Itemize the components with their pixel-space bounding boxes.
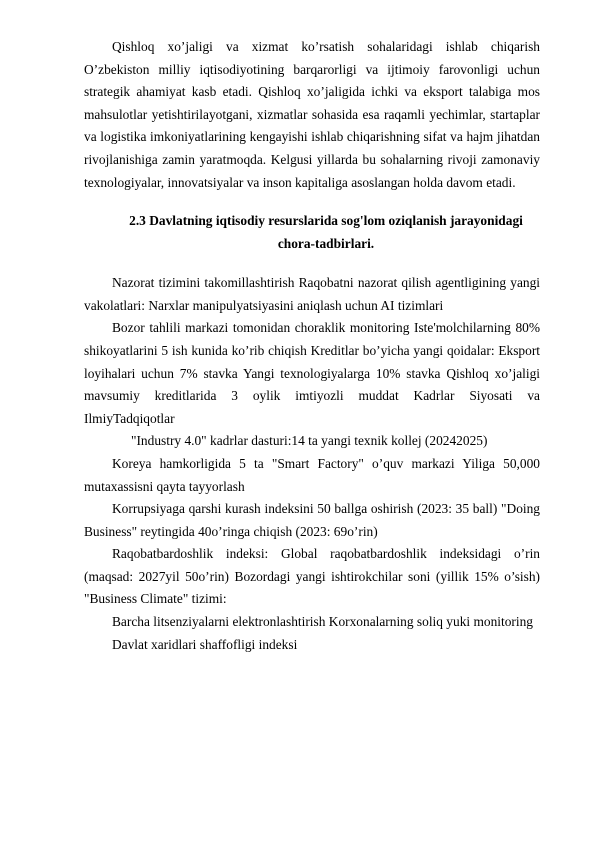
paragraph-procurement: Davlat xaridlari shaffofligi indeksi bbox=[112, 636, 298, 652]
paragraph-market-analysis: Bozor tahlili markazi tomonidan choraklik monitoring Iste'molchilarning 80% shikoyatlarini 5 ish kunida ko’rib chiqish Kreditlar bo’yicha yangi qoidalar: Eksport loyihalari uchun 7% stavka Yangi texnologiyalarga 10% stavka Qishloq xo’jaligi mavsumiy kreditlarida 3 oylik imtiyozli muddat Kadrlar Siyosati va IlmiyTadqiqotlar bbox=[84, 320, 540, 426]
paragraph-anticorruption: Korrupsiyaga qarshi kurash indeksini 50 ballga oshirish (2023: 35 ball) "Doing Business" reytingida 40o’ringa chiqish (2023: 69o’rin) bbox=[84, 501, 540, 539]
paragraph-industry-program: "Industry 4.0" kadrlar dasturi:14 ta yangi texnik kollej (20242025) bbox=[131, 433, 488, 449]
paragraph-control-system: Nazorat tizimini takomillashtirish Raqobatni nazorat qilish agentligining yangi vakolatlari: Narxlar manipulyatsiyasini aniqlash uchun AI tizimlari bbox=[84, 275, 540, 313]
section-heading: 2.3 Davlatning iqtisodiy resurslarida sog'lom oziqlanish jarayonidagi chora-tadbirlari. bbox=[129, 213, 523, 252]
intro-paragraph: Qishloq xo’jaligi va xizmat ko’rsatish sohalaridagi ishlab chiqarish O’zbekiston milliy iqtisodiyotining barqarorligi va ijtimoiy farovonligi uchun strategik ahamiyat kasb etadi. Qishloq xo’jaligida ichki va eksport talabiga mos mahsulotlar yetishtirilayotgani, xizmatlar sohasida esa raqamli yechimlar, startaplar va logistika imkoniyatlarining kengayishi ishlab chiqarishning sifat va hajm jihatdan rivojlanishiga zamin yaratmoqda. Kelgusi yillarda bu sohalarning rivoji zamonaviy texnologiyalar, innovatsiyalar va inson kapitaliga asoslangan holda davom etadi. bbox=[84, 39, 540, 190]
paragraph-licenses: Barcha litsenziyalarni elektronlashtirish Korxonalarning soliq yuki monitoring bbox=[112, 614, 533, 630]
paragraph-korea-partnership: Koreya hamkorligida 5 ta "Smart Factory" o’quv markazi Yiliga 50,000 mutaxassisni qayta tayyorlash bbox=[84, 455, 540, 494]
paragraph-competitiveness: Raqobatbardoshlik indeksi: Global raqobatbardoshlik indeksidagi o’rin (maqsad: 2027yil 50o’rin) Bozordagi yangi ishtirokchilar soni (yillik 15% o’sish) "Business Climate" tizimi: bbox=[84, 546, 540, 607]
document-page bbox=[84, 36, 540, 656]
